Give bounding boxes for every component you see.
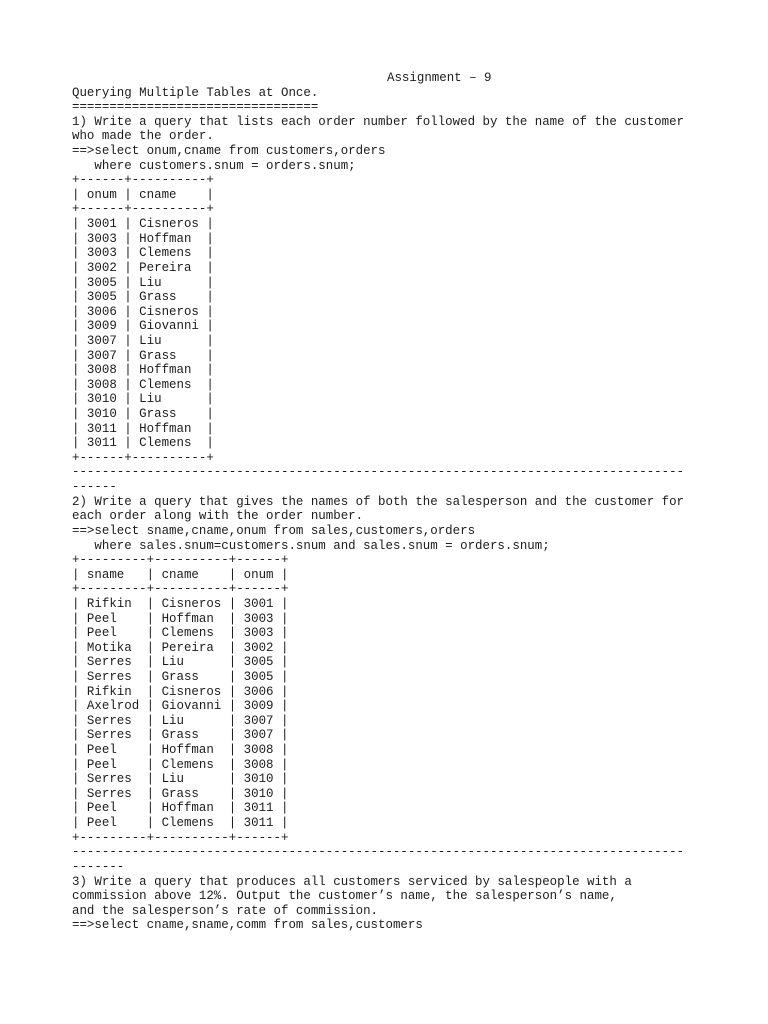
text-line: | Peel | Clemens | 3008 | bbox=[72, 757, 289, 772]
text-line: ================================= bbox=[72, 100, 319, 115]
text-line: | 3002 | Pereira | bbox=[72, 260, 214, 275]
text-line: +---------+----------+------+ bbox=[72, 582, 289, 597]
text-line: | Peel | Hoffman | 3008 | bbox=[72, 743, 289, 758]
text-line: | 3005 | Liu | bbox=[72, 275, 214, 290]
text-line: 2) Write a query that gives the names of both the salesperson and the customer for bbox=[72, 494, 685, 509]
text-line: where customers.snum = orders.snum; bbox=[72, 158, 356, 173]
document-page bbox=[72, 71, 762, 933]
text-line: | Serres | Liu | 3007 | bbox=[72, 713, 289, 728]
text-line: +------+----------+ bbox=[72, 173, 214, 188]
text-line: ------ bbox=[72, 480, 117, 495]
text-line: each order along with the order number. bbox=[72, 509, 364, 524]
text-line: | Serres | Liu | 3010 | bbox=[72, 772, 289, 787]
text-line: | 3008 | Hoffman | bbox=[72, 363, 214, 378]
text-line: ---------------------------------------------------------------------------------- bbox=[72, 465, 685, 480]
text-line: 3) Write a query that produces all customers serviced by salespeople with a bbox=[72, 874, 632, 889]
text-line: | Rifkin | Cisneros | 3006 | bbox=[72, 684, 289, 699]
text-line: +------+----------+ bbox=[72, 450, 214, 465]
text-line: +------+----------+ bbox=[72, 202, 214, 217]
text-line: ==>select sname,cname,onum from sales,customers,orders bbox=[72, 523, 476, 538]
text-line: Querying Multiple Tables at Once. bbox=[72, 85, 319, 100]
text-line: ==>select onum,cname from customers,orders bbox=[72, 144, 386, 159]
text-line: who made the order. bbox=[72, 129, 214, 144]
text-line: | 3005 | Grass | bbox=[72, 290, 214, 305]
document-title: Assignment – 9 bbox=[387, 71, 492, 85]
text-line: | 3010 | Liu | bbox=[72, 392, 214, 407]
text-line: ------- bbox=[72, 859, 125, 874]
text-line: | 3008 | Clemens | bbox=[72, 377, 214, 392]
text-line: | 3007 | Liu | bbox=[72, 333, 214, 348]
text-line: | Serres | Liu | 3005 | bbox=[72, 655, 289, 670]
text-line: | Serres | Grass | 3010 | bbox=[72, 786, 289, 801]
text-line: | 3001 | Cisneros | bbox=[72, 217, 214, 232]
text-line: | 3011 | Clemens | bbox=[72, 436, 214, 451]
text-line: | Peel | Clemens | 3011 | bbox=[72, 816, 289, 831]
text-line: ---------------------------------------------------------------------------------- bbox=[72, 845, 685, 860]
text-line: | Serres | Grass | 3005 | bbox=[72, 669, 289, 684]
text-line: | onum | cname | bbox=[72, 187, 214, 202]
text-line: where sales.snum=customers.snum and sales.snum = orders.snum; bbox=[72, 538, 550, 553]
text-line: | 3007 | Grass | bbox=[72, 348, 214, 363]
document-body bbox=[72, 86, 762, 933]
text-line: | 3003 | Clemens | bbox=[72, 246, 214, 261]
text-line: 1) Write a query that lists each order number followed by the name of the customer bbox=[72, 114, 685, 129]
text-line: | Peel | Clemens | 3003 | bbox=[72, 626, 289, 641]
text-line: commission above 12%. Output the customer’s name, the salesperson’s name, bbox=[72, 889, 617, 904]
text-line: | 3011 | Hoffman | bbox=[72, 421, 214, 436]
text-line: | 3009 | Giovanni | bbox=[72, 319, 214, 334]
text-line: | Peel | Hoffman | 3003 | bbox=[72, 611, 289, 626]
text-line: ==>select cname,sname,comm from sales,customers bbox=[72, 918, 423, 933]
text-line: | Serres | Grass | 3007 | bbox=[72, 728, 289, 743]
text-line: | 3003 | Hoffman | bbox=[72, 231, 214, 246]
text-line: | Peel | Hoffman | 3011 | bbox=[72, 801, 289, 816]
text-line: | sname | cname | onum | bbox=[72, 567, 289, 582]
text-line: | 3006 | Cisneros | bbox=[72, 304, 214, 319]
text-line: | 3010 | Grass | bbox=[72, 407, 214, 422]
text-line: and the salesperson’s rate of commission. bbox=[72, 903, 379, 918]
text-line: | Axelrod | Giovanni | 3009 | bbox=[72, 699, 289, 714]
text-line: | Rifkin | Cisneros | 3001 | bbox=[72, 596, 289, 611]
text-line: | Motika | Pereira | 3002 | bbox=[72, 640, 289, 655]
text-line: +---------+----------+------+ bbox=[72, 553, 289, 568]
text-line: +---------+----------+------+ bbox=[72, 830, 289, 845]
